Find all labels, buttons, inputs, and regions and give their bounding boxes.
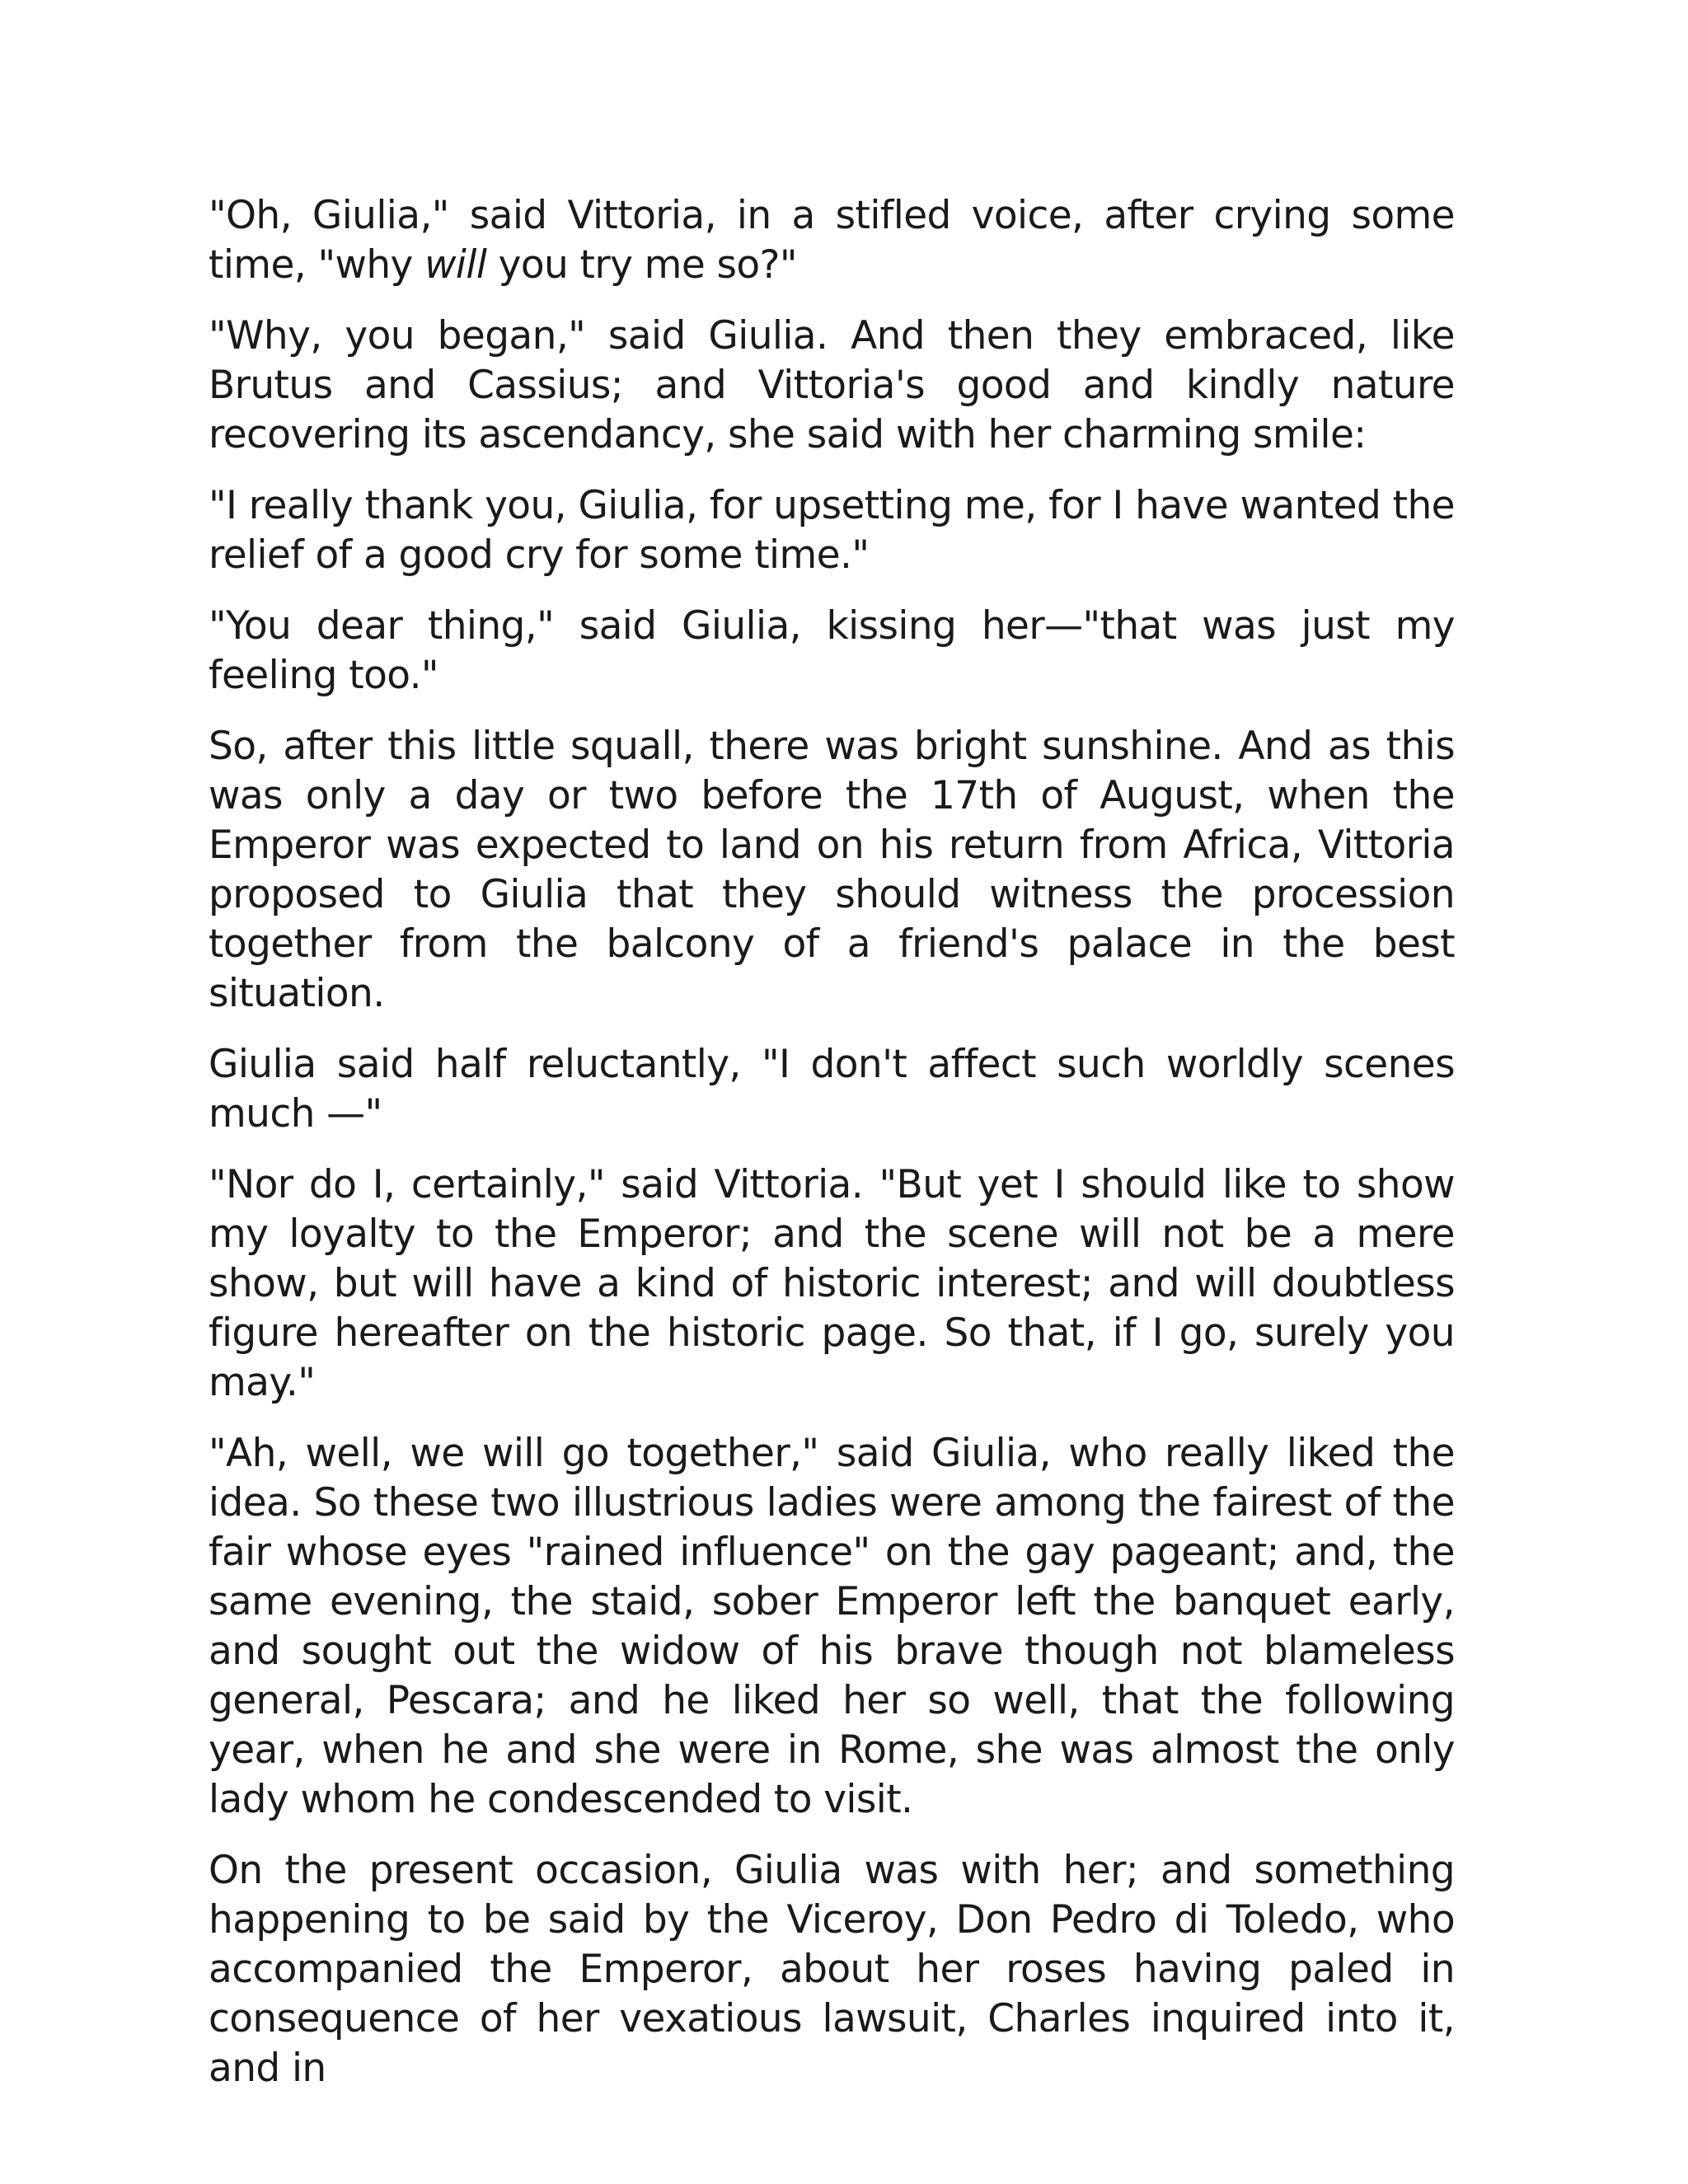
paragraph-3: "I really thank you, Giulia, for upsetting me, for I have wanted the relief of a good cry for some time." bbox=[209, 483, 1455, 578]
paragraph-8: "Ah, well, we will go together," said Giulia, who really liked the idea. So these two illustrious ladies were among the fairest of the fair whose eyes "rained influence" on the gay pageant; and, the same evening, the staid, sober Emperor left the banquet early, and sought out the widow of his brave though not blameless general, Pescara; and he liked her so well, that the following year, when he and she were in Rome, she was almost the only lady whom he condescended to visit. bbox=[209, 1431, 1455, 1822]
paragraph-5: So, after this little squall, there was bright sunshine. And as this was only a day or two before the 17th of August, when the Emperor was expected to land on his return from Africa, Vittoria proposed to Giulia that they should witness the procession together from the balcony of a friend's palace in the best situation. bbox=[209, 724, 1455, 1016]
paragraph-1-emphasis: will bbox=[424, 242, 487, 288]
paragraph-4: "You dear thing," said Giulia, kissing her—"that was just my feeling too." bbox=[209, 603, 1455, 698]
paragraph-7: "Nor do I, certainly," said Vittoria. "But yet I should like to show my loyalty to the Emperor; and the scene will not be a mere show, but will have a kind of historic interest; and will doubtless figure hereafter on the historic page. So that, if I go, surely you may." bbox=[209, 1162, 1455, 1405]
paragraph-1 bbox=[209, 191, 1455, 290]
paragraph-2: "Why, you began," said Giulia. And then they embraced, like Brutus and Cassius; and Vittoria's good and kindly nature recovering its ascendancy, she said with her charming smile: bbox=[209, 313, 1455, 457]
document-page bbox=[209, 191, 1455, 2115]
paragraph-1-text-before: "Oh, Giulia," said Vittoria, in a stifled voice, after crying some time, "why bbox=[209, 193, 1455, 288]
paragraph-9: On the present occasion, Giulia was with her; and something happening to be said by the Viceroy, Don Pedro di Toledo, who accompanied the Emperor, about her roses having paled in consequence of her vexatious lawsuit, Charles inquired into it, and in bbox=[209, 1848, 1455, 2091]
paragraph-1-text-after: you try me so?" bbox=[486, 242, 797, 288]
paragraph-6: Giulia said half reluctantly, "I don't affect such worldly scenes much —" bbox=[209, 1042, 1455, 1137]
